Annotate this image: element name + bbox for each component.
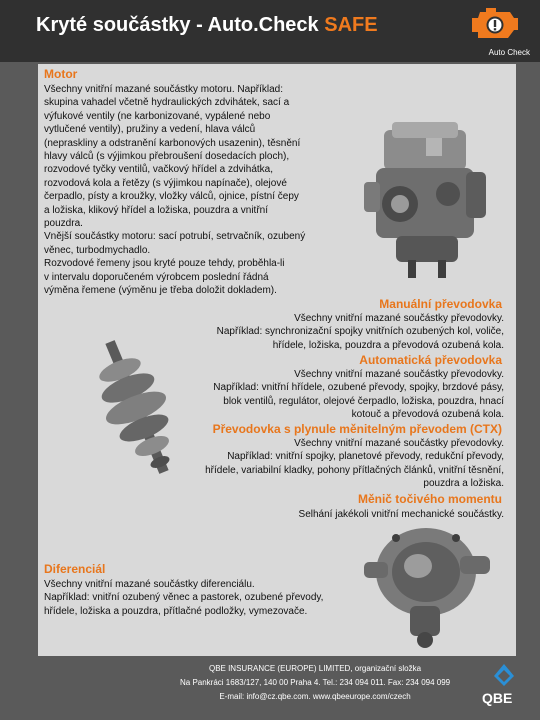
text-line: Všechny vnitřní mazané součástky převodovky. [294,369,504,380]
differential-image [356,506,496,652]
text-line: Například: synchronizační spojky vnitřních ozubených kol, voliče, [216,326,504,338]
text-line: rozvodová kola a řetězy (s výjimkou napínače), olejové [44,177,287,189]
text-line: Například: vnitřní hřídele, ozubené převody, spojky, brzdové pásy, [213,382,504,394]
text-line: v intervalu doporučeném výrobcem poslední řádná [44,271,269,283]
text-line: hlavy válců (s výjimkou přebroušení dosedacích ploch), [44,151,290,163]
text-line: Vnější součástky motoru: sací potrubí, setrvačník, ozubený [44,231,306,243]
text-line: výměna řemene (výměnu je třeba doložit dokladem). [44,285,277,297]
text-line: Rozvodové řemeny jsou kryté pouze tehdy, proběhla-li [44,258,285,270]
text-line: Všechny vnitřní mazané součástky převodovky. [294,438,504,449]
text-line: blok ventilů, regulátor, olejové čerpadlo, ložiska, pouzdra, hnací [223,395,504,407]
text-line: (nepraskliny a odstranění karbonových usazenin), těsnění [44,137,301,149]
header-bar [0,0,540,62]
text-line: hřídele, ložiska, pouzdra a převodová ozubená kola. [272,339,504,351]
footer-company: QBE INSURANCE (EUROPE) LIMITED, organizační složka [208,664,422,673]
text-line: Všechny vnitřní mazané součástky motoru. Například: [44,84,283,95]
section-title-manual: Manuální převodovka [379,297,502,311]
text-line: rozvodové tyčky ventilů, vačkový hřídel a zdvihátka, [44,164,273,176]
text-line: Například: vnitřní ozubený věnec a pastorek, ozubené převody, [44,592,324,604]
text-line: čerpadlo, písty a kroužky, vložky válců, ojnice, pístní čepy [44,191,299,203]
section-title-converter: Měnič točivého momentu [357,492,502,506]
text-line: výfukové ventily (ne karbonizované, vypálené nebo [44,110,271,122]
text-line: a ložiska, klikový hřídel a ložiska, pouzdra a vnitřní [44,204,268,216]
footer-contact: E-mail: info@cz.qbe.com. www.qbeeurope.com/czech [219,692,411,701]
page-title [36,14,378,37]
section-body-motor [44,83,305,298]
text-line: hřídele, ložiska a pouzdra, přítlačné podložky, vymezovače. [44,605,308,617]
logo-label: Auto Check [488,48,530,57]
title-main: Kryté součástky - Auto.Check [36,14,325,36]
section-title-ctx: Převodovka s plynule měnitelným převodem (CTX) [212,422,502,436]
text-line: Všechny vnitřní mazané součástky diferenciálu. [44,579,255,590]
text-line: pouzdra a ložiska. [423,478,504,490]
section-body-automatic [213,368,504,422]
section-body-ctx [205,437,504,491]
section-body-differential [44,578,323,618]
text-line: Například: vnitřní spojky, planetové převody, redukční převody, [227,451,504,463]
text-line: skupina vahadel včetně hydraulických zdvihátek, sací a [44,97,290,109]
text-line: vytlučené ventily), pružiny a vedení, hlava válců [44,124,256,136]
text-line: Všechny vnitřní mazané součástky převodovky. [294,313,504,324]
text-line: Selhání jakékoli vnitřní mechanické součástky. [298,509,504,520]
engine-warning-icon [466,4,524,46]
section-title-motor: Motor [44,67,78,81]
engine-image [356,112,496,282]
text-line: hřídele, variabilní kladky, pohony přítlačných článků, vnitřní těsnění, [205,464,504,476]
text-line: věnec, turbodmychadlo. [44,244,151,256]
section-title-differential: Diferenciál [44,562,106,576]
section-body-manual [217,312,504,352]
section-title-automatic: Automatická převodovka [359,353,502,367]
text-line: kotouč a převodová ozubená kola. [351,409,504,421]
title-accent: SAFE [324,14,378,36]
gearshaft-image [80,336,192,478]
text-line: pouzdra. [44,218,83,230]
footer-address: Na Pankráci 1683/127, 140 00 Praha 4. Tel.: 234 094 011. Fax: 234 094 099 [180,678,451,687]
qbe-logo-text: QBE [482,690,513,706]
